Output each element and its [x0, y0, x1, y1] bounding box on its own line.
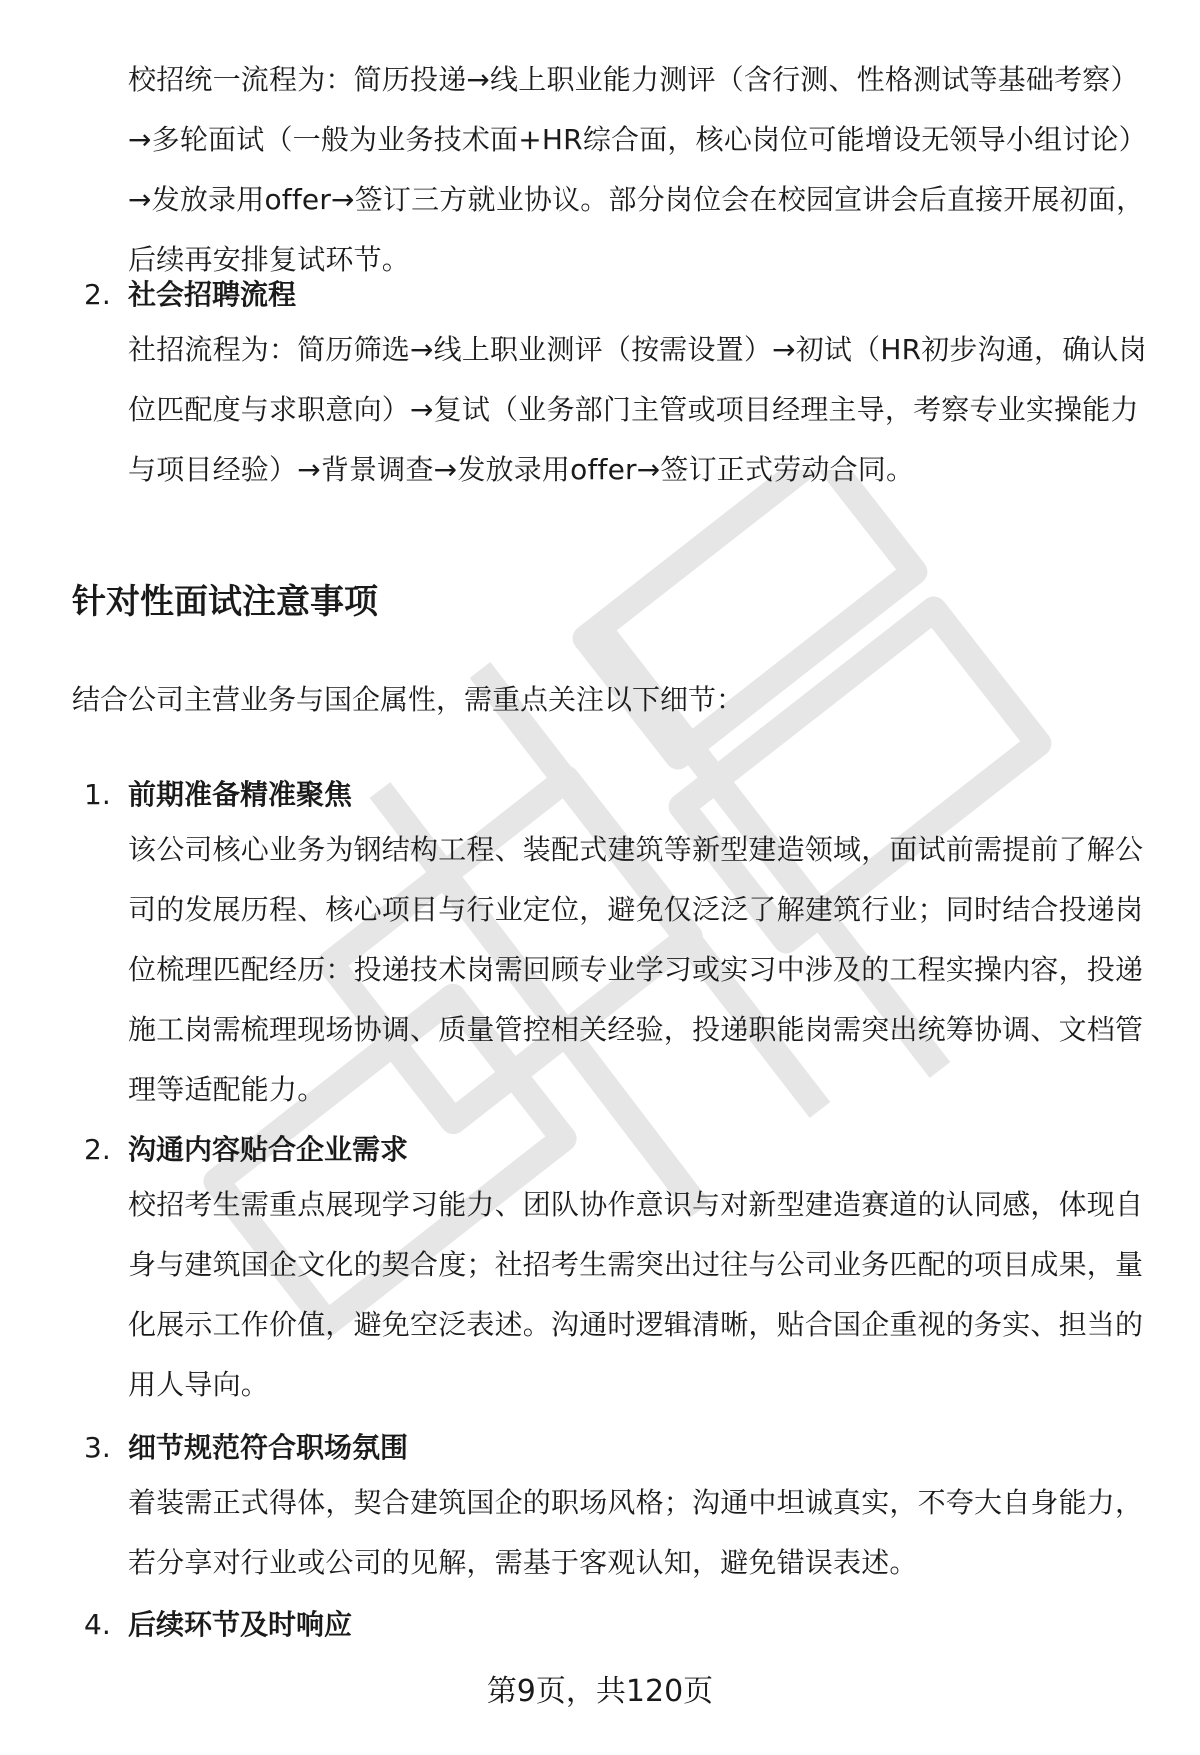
list-item-body: 该公司核心业务为钢结构工程、装配式建筑等新型建造领域，面试前需提前了解公司的发展历程、核心项目与行业定位，避免仅泛泛了解建筑行业；同时结合投递岗位梳理匹配经历：投递技术岗需回顾专业学习或实习中涉及的工程实操内容，投递施工岗需梳理现场协调、质量管控相关经验，投递职能岗需突出统筹协调、文档管理等适配能力。 — [128, 833, 1144, 1106]
list-number: 1. — [84, 778, 111, 811]
list-item-body: 校招考生需重点展现学习能力、团队协作意识与对新型建造赛道的认同感，体现自身与建筑国企文化的契合度；社招考生需突出过往与公司业务匹配的项目成果，量化展示工作价值，避免空泛表述。沟通时逻辑清晰，贴合国企重视的务实、担当的用人导向。 — [128, 1188, 1144, 1401]
list-item-title: 沟通内容贴合企业需求 — [128, 1133, 409, 1166]
list-item-title: 细节规范符合职场氛围 — [128, 1431, 409, 1464]
list-number: 4. — [84, 1608, 111, 1641]
list-item-heading — [84, 1428, 408, 1468]
list-item-title: 前期准备精准聚焦 — [128, 778, 353, 811]
list-number: 2. — [84, 278, 111, 311]
section-title: 针对性面试注意事项 — [72, 582, 378, 622]
social-recruitment-title: 社会招聘流程 — [128, 278, 297, 311]
list-number: 3. — [84, 1431, 111, 1464]
social-recruitment-heading — [84, 275, 296, 315]
page-number-footer: 第9页，共120页 — [486, 1674, 714, 1709]
list-item-body: 着装需正式得体，契合建筑国企的职场风格；沟通中坦诚真实，不夸大自身能力，若分享对行业或公司的见解，需基于客观认知，避免错误表述。 — [128, 1486, 1144, 1579]
campus-recruitment-body: 校招统一流程为：简历投递→线上职业能力测评（含行测、性格测试等基础考察）→多轮面试（一般为业务技术面+HR综合面，核心岗位可能增设无领导小组讨论）→发放录用offer→签订三方就业协议。部分岗位会在校园宣讲会后直接开展初面，后续再安排复试环节。 — [128, 63, 1147, 276]
social-recruitment-body: 社招流程为：简历筛选→线上职业测评（按需设置）→初试（HR初步沟通，确认岗位匹配度与求职意向）→复试（业务部门主管或项目经理主导，考察专业实操能力与项目经验）→背景调查→发放录用offer→签订正式劳动合同。 — [128, 333, 1147, 486]
section-intro: 结合公司主营业务与国企属性，需重点关注以下细节： — [72, 683, 745, 716]
list-item-heading — [84, 1605, 352, 1645]
list-number: 2. — [84, 1133, 111, 1166]
list-item-heading — [84, 1130, 408, 1170]
list-item-title: 后续环节及时响应 — [128, 1608, 353, 1641]
list-item-heading — [84, 775, 352, 815]
